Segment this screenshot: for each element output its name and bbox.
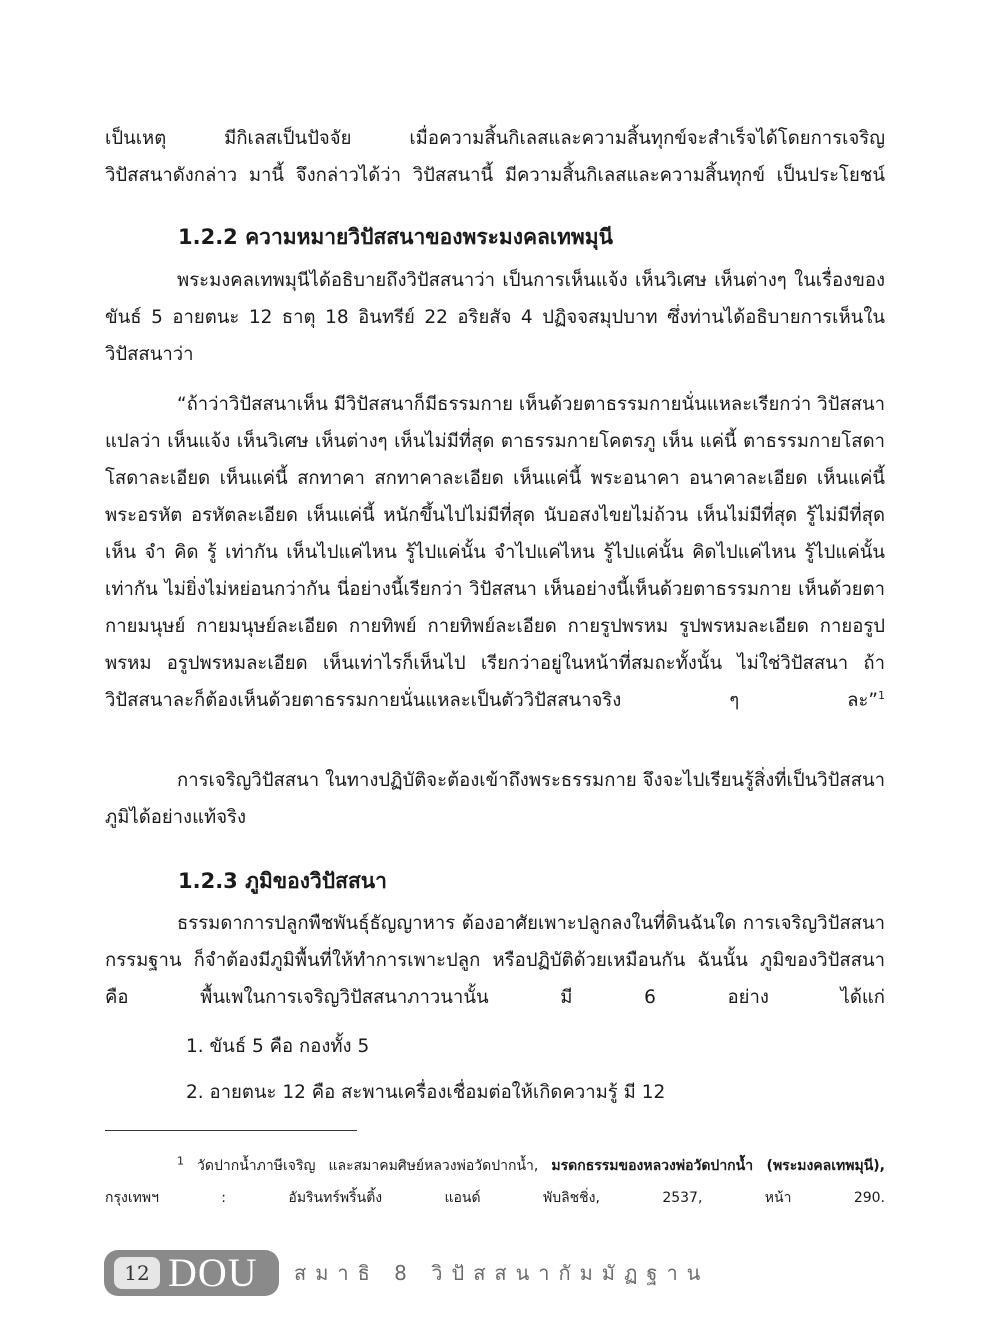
running-title: สมาธิ 8 วิปัสสนากัมมัฏฐาน (294, 1261, 710, 1285)
footnote-reference[interactable]: 1 (878, 688, 885, 702)
footer-badge (104, 1250, 279, 1296)
quote-paragraph (105, 386, 885, 719)
paragraph: การเจริญวิปัสสนา ในทางปฏิบัติจะต้องเข้าถึงพระธรรมกาย จึงจะไปเรียนรู้สิ่งที่เป็นวิปัสสนาภูมิได้อย่างแท้จริง (105, 770, 885, 828)
dou-logo: DOU (168, 1250, 258, 1295)
page-number: 12 (114, 1257, 160, 1289)
footnote-publisher: กรุงเทพฯ : อัมรินทร์พริ้นติ้ง แอนด์ พับลิชชิ่ง, 2537, หน้า 290. (105, 1190, 885, 1206)
footnote-text: วัดปากน้ำภาษีเจริญ และสมาคมศิษย์หลวงพ่อวัดปากน้ำ, (184, 1158, 552, 1174)
paragraph: ธรรมดาการปลูกพืชพันธุ์ธัญญาหาร ต้องอาศัยเพาะปลูกลงในที่ดินฉันใด การเจริญวิปัสสนากรรมฐาน ก็จำต้องมีภูมิพื้นที่ให้ทำการเพาะปลูก หรือปฏิบัติด้วยเหมือนกัน ฉันนั้น ภูมิของวิปัสสนา คือ พื้นเพในการเจริญวิปัสสนาภาวนานั้น มี 6 อย่าง ได้แก่ (105, 913, 885, 1008)
page-footer (104, 1250, 724, 1298)
footnote (105, 1150, 885, 1214)
section-heading-1-2-3: 1.2.3 ภูมิของวิปัสสนา (178, 869, 387, 893)
section-heading-1-2-2: 1.2.2 ความหมายวิปัสสนาของพระมงคลเทพมุนี (178, 225, 613, 249)
list-item: 2. อายตนะ 12 คือ สะพานเครื่องเชื่อมต่อให้เกิดความรู้ มี 12 (186, 1082, 666, 1103)
list-item: 1. ขันธ์ 5 คือ กองทั้ง 5 (186, 1036, 370, 1057)
paragraph: พระมงคลเทพมุนีได้อธิบายถึงวิปัสสนาว่า เป็นการเห็นแจ้ง เห็นวิเศษ เห็นต่างๆ ในเรื่องของขันธ์ 5 อายตนะ 12 ธาตุ 18 อินทรีย์ 22 อริยสัจ 4 ปฏิจจสมุปบาท ซึ่งท่านได้อธิบายการเห็นในวิปัสสนาว่า (105, 270, 885, 365)
footnote-divider (105, 1130, 357, 1131)
quote-text: “ถ้าว่าวิปัสสนาเห็น มีวิปัสสนาก็มีธรรมกาย เห็นด้วยตาธรรมกายนั่นแหละเรียกว่า วิปัสสนา แปลว่า เห็นแจ้ง เห็นวิเศษ เห็นต่างๆ เห็นไม่มีที่สุด ตาธรรมกายโคตรภู เห็น แค่นี้ ตาธรรมกายโสดา โสดาละเอียด เห็นแค่นี้ สกทาคา สกทาคาละเอียด เห็นแค่นี้ พระอนาคา อนาคาละเอียด เห็นแค่นี้ พระอรหัต อรหัตละเอียด เห็นแค่นี้ หนักขึ้นไปไม่มีที่สุด นับอสงไขยไม่ถ้วน เห็นไม่มีที่สุด รู้ไม่มีที่สุด เห็น จำ คิด รู้ เท่ากัน เห็นไปแค่ไหน รู้ไปแค่นั้น จำไปแค่ไหน รู้ไปแค่นั้น คิดไปแค่ไหน รู้ไปแค่นั้น เท่ากัน ไม่ยิ่งไม่หย่อนกว่ากัน นี่อย่างนี้เรียกว่า วิปัสสนา เห็นอย่างนี้เห็นด้วยตาธรรมกาย เห็นด้วยตากายมนุษย์ กายมนุษย์ละเอียด กายทิพย์ กายทิพย์ละเอียด กายรูปพรหม รูปพรหมละเอียด กายอรูปพรหม อรูปพรหมละเอียด เห็นเท่าไรก็เห็นไป เรียกว่าอยู่ในหน้าที่สมถะทั้งนั้น ไม่ใช่วิปัสสนา ถ้าวิปัสสนาละก็ต้องเห็นด้วยตาธรรมกายนั่นแหละเป็นตัววิปัสสนาจริง ๆ ละ” (105, 394, 885, 711)
footnote-mark: 1 (177, 1154, 184, 1168)
paragraph-line: เป็นเหตุ มีกิเลสเป็นปัจจัย เมื่อความสิ้นกิเลสและความสิ้นทุกข์จะสำเร็จได้โดยการเจริญ (105, 128, 885, 149)
paragraph-line: วิปัสสนาดังกล่าว มานี้ จึงกล่าวได้ว่า วิปัสสนานี้ มีความสิ้นกิเลสและความสิ้นทุกข์ เป็นประโยชน์ (105, 165, 885, 186)
footnote-book-title: มรดกธรรมของหลวงพ่อวัดปากน้ำ (พระมงคลเทพมุนี), (551, 1158, 885, 1174)
